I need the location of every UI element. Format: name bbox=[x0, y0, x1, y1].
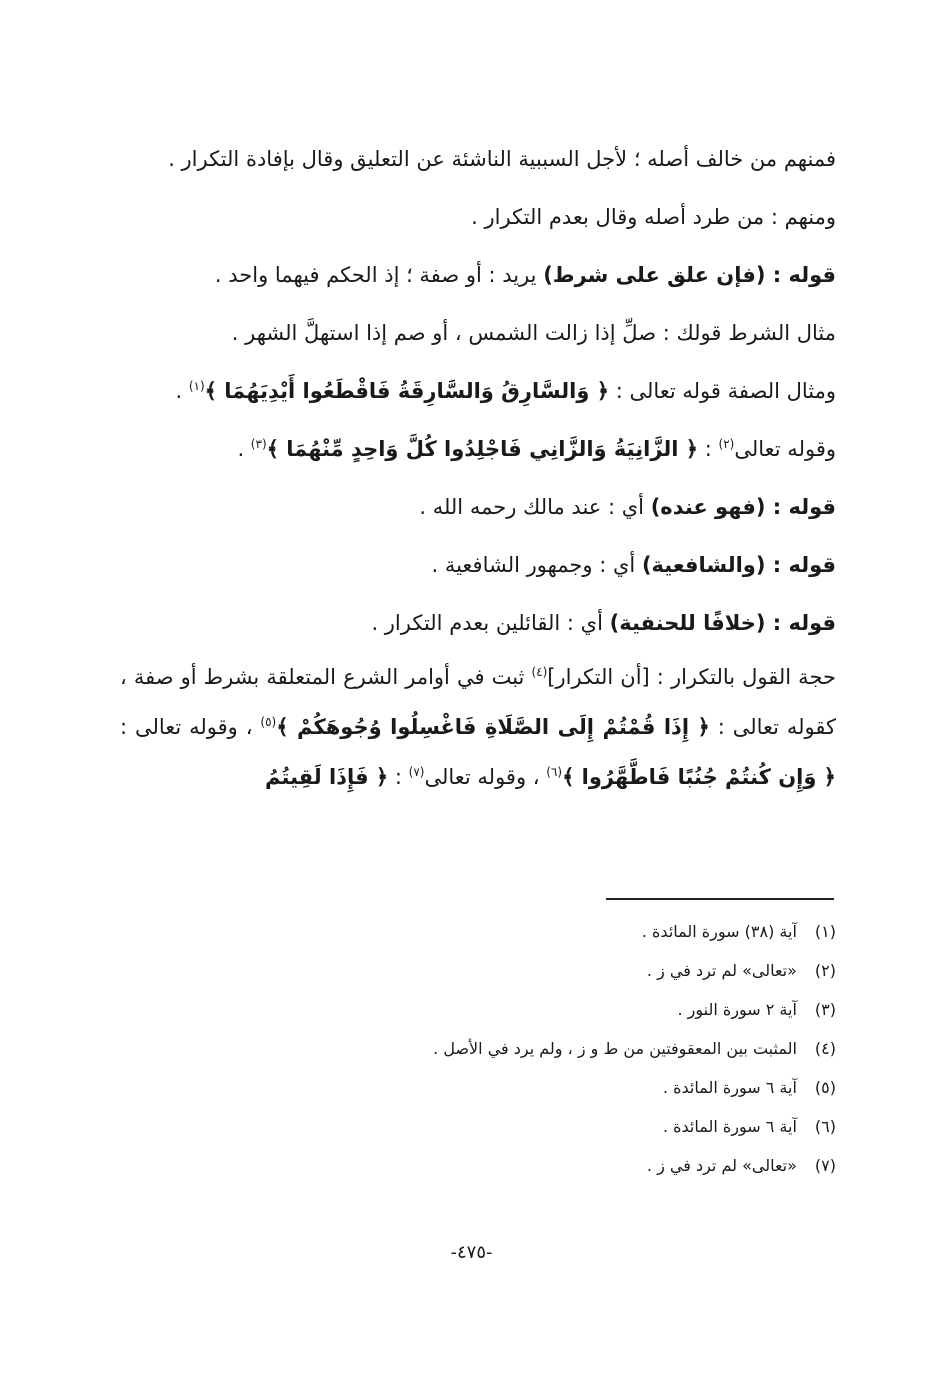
paragraph-9 bbox=[120, 594, 836, 652]
quran-verse: ﴿ فَإِذَا لَقِيتُمُ bbox=[265, 765, 389, 789]
commentary-text: يريد : أو صفة ؛ إذ الحكم فيهما واحد . bbox=[214, 263, 544, 287]
footnote-number: (١) bbox=[814, 922, 836, 941]
paragraph-3 bbox=[120, 246, 836, 304]
footnote-text: آية ٢ سورة النور . bbox=[677, 1000, 797, 1019]
paragraph-1-text: فمنهم من خالف أصله ؛ لأجل السببية الناشئة عن التعليق وقال بإفادة التكرار . bbox=[168, 147, 836, 171]
footnote-ref-5: (٥) bbox=[260, 715, 277, 729]
footnote-ref-4: (٤) bbox=[531, 665, 548, 679]
paragraph-7 bbox=[120, 478, 836, 536]
quoted-text: (خلافًا للحنفية) bbox=[609, 611, 766, 635]
footnote-ref-2: (٢) bbox=[718, 437, 735, 451]
footnote-ref-7: (٧) bbox=[408, 765, 425, 779]
paragraph-6-lead: وقوله تعالى bbox=[734, 437, 836, 461]
footnote-number: (٢) bbox=[814, 961, 836, 980]
paragraph-10-a: حجة القول بالتكرار : [أن التكرار] bbox=[547, 665, 836, 689]
footnote-text: آية ٦ سورة المائدة . bbox=[662, 1078, 797, 1097]
commentary-lead: قوله : bbox=[765, 553, 836, 577]
footnote-ref-3: (٣) bbox=[250, 437, 267, 451]
paragraph-10-c: ، وقوله تعالى : bbox=[120, 715, 261, 739]
commentary-text: أي : وجمهور الشافعية . bbox=[431, 553, 642, 577]
quran-verse: ﴿ وَالسَّارِقُ وَالسَّارِقَةُ فَاقْطَعُوا أَيْدِيَهُمَا ﴾ bbox=[204, 379, 610, 403]
paragraph-6 bbox=[120, 420, 836, 478]
footnote-ref-6: (٦) bbox=[546, 765, 563, 779]
main-text bbox=[120, 130, 836, 802]
paragraph-4 bbox=[120, 304, 836, 362]
paragraph-1 bbox=[120, 130, 836, 188]
footnote-number: (٧) bbox=[814, 1156, 836, 1175]
footnote-number: (٥) bbox=[814, 1078, 836, 1097]
footnote-item bbox=[120, 951, 836, 990]
footnote-text: آية (٣٨) سورة المائدة . bbox=[641, 922, 797, 941]
paragraph-5-lead: ومثال الصفة قوله تعالى : bbox=[609, 379, 836, 403]
footnote-item bbox=[120, 1029, 836, 1068]
quoted-text: (فإن علق على شرط) bbox=[543, 263, 766, 287]
commentary-lead: قوله : bbox=[765, 263, 836, 287]
paragraph-2 bbox=[120, 188, 836, 246]
paragraph-10-d: ، وقوله تعالى bbox=[424, 765, 547, 789]
paragraph-6-mid: : bbox=[698, 437, 719, 461]
footnote-text: «تعالى» لم ترد في ز . bbox=[646, 961, 797, 980]
paragraph-5-end: . bbox=[175, 379, 189, 403]
footnote-text: المثبت بين المعقوفتين من ط و ز ، ولم يرد في الأصل . bbox=[433, 1039, 797, 1058]
footnote-ref-1: (١) bbox=[188, 379, 205, 393]
footnote-text: آية ٦ سورة المائدة . bbox=[662, 1117, 797, 1136]
quran-verse: ﴿ الزَّانِيَةُ وَالزَّانِي فَاجْلِدُوا كُلَّ وَاحِدٍ مِّنْهُمَا ﴾ bbox=[266, 437, 699, 461]
quoted-text: (فهو عنده) bbox=[650, 495, 766, 519]
quran-verse: ﴿ إِذَا قُمْتُمْ إِلَى الصَّلَاةِ فَاغْسِلُوا وُجُوهَكُمْ ﴾ bbox=[276, 715, 710, 739]
paragraph-10 bbox=[120, 652, 836, 802]
paragraph-2-text: ومنهم : من طرد أصله وقال بعدم التكرار . bbox=[471, 205, 836, 229]
quran-verse: ﴿ وَإِن كُنتُمْ جُنُبًا فَاطَّهَّرُوا ﴾ bbox=[562, 765, 836, 789]
paragraph-5 bbox=[120, 362, 836, 420]
footnote-number: (٣) bbox=[814, 1000, 836, 1019]
footnotes bbox=[120, 912, 836, 1185]
footnote-item bbox=[120, 1146, 836, 1185]
paragraph-8 bbox=[120, 536, 836, 594]
footnote-item bbox=[120, 1107, 836, 1146]
footnote-number: (٦) bbox=[814, 1117, 836, 1136]
paragraph-6-end: . bbox=[237, 437, 251, 461]
commentary-text: أي : عند مالك رحمه الله . bbox=[419, 495, 651, 519]
commentary-text: أي : القائلين بعدم التكرار . bbox=[371, 611, 610, 635]
page-number: -٤٧٥- bbox=[450, 1242, 493, 1263]
footnote-item bbox=[120, 912, 836, 951]
paragraph-10-b: ثبت في أوامر الشرع المتعلقة بشرط أو صفة ، كقوله تعالى : bbox=[120, 665, 836, 739]
commentary-lead: قوله : bbox=[765, 611, 836, 635]
paragraph-10-e: : bbox=[388, 765, 409, 789]
footnote-item bbox=[120, 1068, 836, 1107]
quoted-text: (والشافعية) bbox=[641, 553, 766, 577]
footnote-item bbox=[120, 990, 836, 1029]
footnote-text: «تعالى» لم ترد في ز . bbox=[646, 1156, 797, 1175]
paragraph-4-text: مثال الشرط قولك : صلِّ إذا زالت الشمس ، أو صم إذا استهلَّ الشهر . bbox=[231, 321, 836, 345]
commentary-lead: قوله : bbox=[765, 495, 836, 519]
footnote-divider bbox=[606, 898, 834, 900]
footnote-number: (٤) bbox=[814, 1039, 836, 1058]
